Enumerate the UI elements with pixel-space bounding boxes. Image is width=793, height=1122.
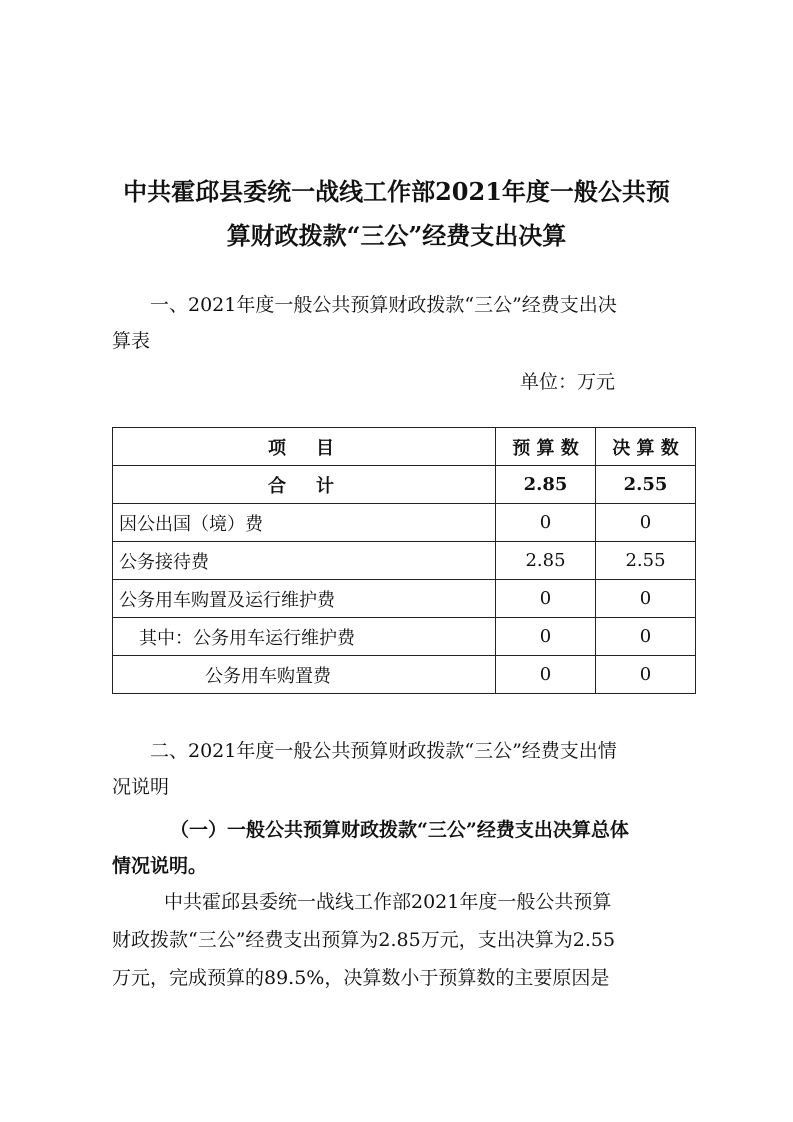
row-label: 公务用车购置及运行维护费 [113, 580, 496, 618]
section-1-heading [112, 287, 692, 323]
body-paragraph-line-3 [112, 960, 692, 996]
header-item: 项 目 [113, 428, 496, 466]
table-row [113, 542, 696, 580]
row-label: 其中：公务用车运行维护费 [113, 618, 496, 656]
subsection-1-heading-cont [112, 848, 692, 884]
row-label: 公务用车购置费 [113, 656, 496, 694]
body-line-3: 万元，完成预算的89.5%，决算数小于预算数的主要原因是 [112, 967, 610, 989]
row-label: 公务接待费 [113, 542, 496, 580]
three-public-expense-table [112, 427, 696, 694]
total-final: 2.55 [596, 466, 696, 504]
section-2-heading [112, 733, 692, 769]
body-paragraph [112, 884, 692, 920]
header-final: 决 算 数 [596, 428, 696, 466]
total-label: 合 计 [113, 466, 496, 504]
title-line-2: 算财政拨款“三公”经费支出决算 [226, 221, 567, 250]
section-2-line-1: 二、2021年度一般公共预算财政拨款“三公”经费支出情 [150, 740, 617, 762]
section-2-line-2: 况说明 [112, 776, 170, 798]
subsection-1-line-1: （一）一般公共预算财政拨款“三公”经费支出决算总体 [170, 819, 629, 841]
header-budget: 预 算 数 [496, 428, 596, 466]
row-label: 因公出国（境）费 [113, 504, 496, 542]
body-paragraph-line-2 [112, 922, 692, 958]
unit-label: 单位：万元 [520, 371, 616, 393]
row-final: 0 [596, 580, 696, 618]
table-row [113, 504, 696, 542]
row-final: 0 [596, 656, 696, 694]
title-line-1: 中共霍邱县委统一战线工作部2021年度一般公共预 [123, 177, 670, 206]
body-line-2: 财政拨款“三公”经费支出预算为2.85万元，支出决算为2.55 [112, 929, 616, 951]
table-row [113, 580, 696, 618]
section-2-heading-cont [112, 769, 692, 805]
row-budget: 0 [496, 580, 596, 618]
row-budget: 0 [496, 656, 596, 694]
subsection-1-line-2: 情况说明。 [112, 855, 208, 877]
row-final: 2.55 [596, 542, 696, 580]
row-final: 0 [596, 618, 696, 656]
total-budget: 2.85 [496, 466, 596, 504]
table-row [113, 618, 696, 656]
document-title [0, 170, 793, 258]
row-budget: 0 [496, 504, 596, 542]
table-total-row [113, 466, 696, 504]
section-1-line-2: 算表 [112, 330, 151, 352]
row-budget: 0 [496, 618, 596, 656]
subsection-1-heading [112, 812, 692, 848]
section-1-heading-cont [112, 323, 692, 359]
row-budget: 2.85 [496, 542, 596, 580]
table-row [113, 656, 696, 694]
section-1-line-1: 一、2021年度一般公共预算财政拨款“三公”经费支出决 [150, 294, 617, 316]
row-final: 0 [596, 504, 696, 542]
body-line-1: 中共霍邱县委统一战线工作部2021年度一般公共预算 [164, 891, 612, 913]
table-header-row [113, 428, 696, 466]
